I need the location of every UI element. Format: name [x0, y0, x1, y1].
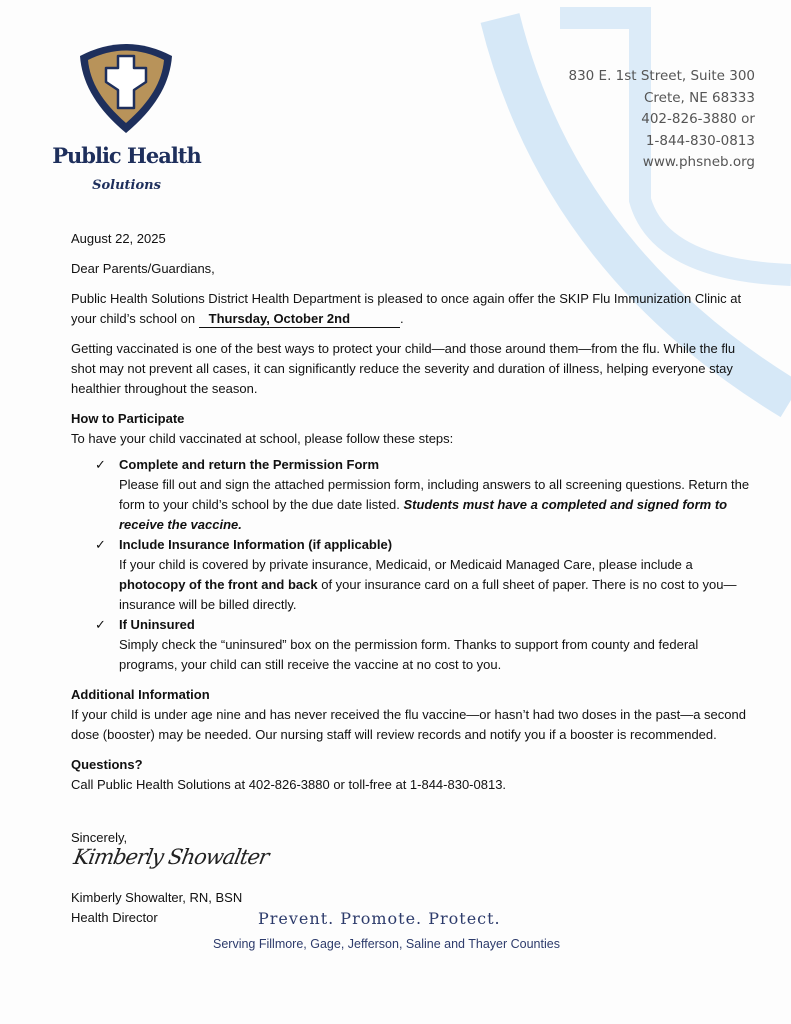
- questions-body: Call Public Health Solutions at 402-826-3880 or toll-free at 1-844-830-0813.: [71, 777, 507, 792]
- how-to-heading: How to Participate: [71, 411, 185, 426]
- signer-name: Kimberly Showalter, RN, BSN: [71, 890, 243, 905]
- signature: Kimberly Showalter: [71, 845, 271, 869]
- checkmark-icon: ✓: [95, 457, 106, 472]
- step-body: [119, 475, 751, 535]
- address-website[interactable]: www.phsneb.org: [642, 154, 755, 170]
- additional-body: If your child is under age nine and has never received the flu vaccine—or hasn’t had two doses in the past—a second dose (booster) may be needed. Our nursing staff will review records and notify you if a booster is recommended.: [71, 707, 746, 742]
- step-emphasis: Students must have a completed and signed form to receive the vaccine.: [119, 497, 728, 532]
- checkmark-icon: ✓: [95, 617, 106, 632]
- step-title: If Uninsured: [119, 617, 195, 632]
- step-title: Include Insurance Information (if applicable): [119, 537, 393, 552]
- step-body: Simply check the “uninsured” box on the permission form. Thanks to support from county and federal programs, your child can still receive the vaccine at no cost to you.: [119, 637, 699, 672]
- how-to-lead: To have your child vaccinated at school, please follow these steps:: [71, 431, 454, 446]
- checkmark-icon: ✓: [95, 537, 106, 552]
- address-street: 830 E. 1st Street, Suite 300: [568, 68, 755, 84]
- intro-text: Public Health Solutions District Health Department is pleased to once again offer the SKIP Flu Immunization Clinic at your child’s school on: [71, 291, 742, 326]
- address-city: Crete, NE 68333: [643, 89, 755, 106]
- signer-block: [71, 888, 242, 928]
- step-insurance: [95, 535, 751, 615]
- logo-title: Public Health: [52, 143, 201, 168]
- step-uninsured: [95, 615, 751, 675]
- closing: Sincerely,: [71, 830, 128, 845]
- footer-tagline: Prevent. Promote. Protect.: [258, 909, 501, 928]
- benefits-paragraph: Getting vaccinated is one of the best ways to protect your child—and those around them—from the flu. While the flu shot may not prevent all cases, it can significantly reduce the severity and duration of illness, helping everyone stay healthier throughout the season.: [71, 341, 736, 396]
- salutation: Dear Parents/Guardians,: [71, 261, 215, 276]
- step-body: [119, 555, 751, 615]
- shield-cross-icon: [76, 38, 176, 138]
- step-title: Complete and return the Permission Form: [119, 457, 380, 472]
- footer-counties: Serving Fillmore, Gage, Jefferson, Saline and Thayer Counties: [213, 937, 560, 951]
- address-block: [568, 66, 755, 174]
- letter-body: [71, 229, 751, 805]
- address-phone: 402-826-3880 or: [641, 111, 755, 127]
- intro-paragraph: [71, 289, 751, 329]
- step-permission-form: [95, 455, 751, 535]
- logo-subtitle: Solutions: [92, 178, 161, 193]
- step-text-end: of your insurance card on a full sheet of paper. There is no cost to you—insurance will be billed directly.: [119, 577, 737, 612]
- signer-title: Health Director: [71, 910, 158, 925]
- questions-heading: Questions?: [71, 757, 143, 772]
- letter-date: August 22, 2025: [71, 231, 166, 246]
- steps-list: [71, 455, 751, 675]
- intro-end: .: [400, 311, 404, 326]
- step-text: Please fill out and sign the attached permission form, including answers to all screening questions. Return the form to your child’s school by the due date listed.: [119, 477, 750, 512]
- step-text: If your child is covered by private insurance, Medicaid, or Medicaid Managed Care, please include a: [119, 557, 693, 572]
- address-tollfree: 1-844-830-0813: [645, 132, 755, 149]
- step-bold: photocopy of the front and back: [119, 577, 318, 592]
- clinic-date: Thursday, October 2nd: [199, 311, 400, 328]
- additional-heading: Additional Information: [71, 687, 210, 702]
